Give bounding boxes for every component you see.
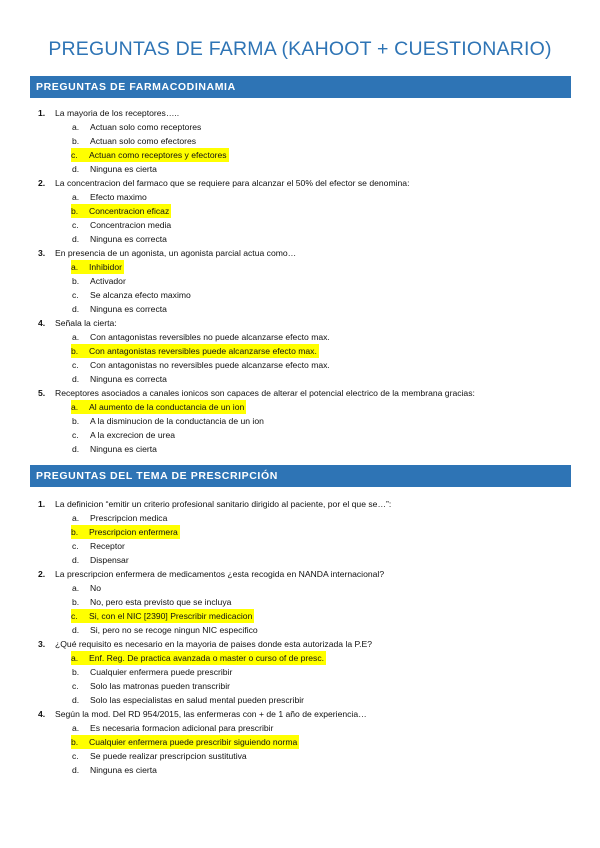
- section-heading-prescripcion: PREGUNTAS DEL TEMA DE PRESCRIPCIÓN: [30, 465, 571, 487]
- option-text: Ninguna es correcta: [90, 374, 167, 384]
- option-text: Prescripcion enfermera: [89, 527, 178, 537]
- option-text: No: [90, 583, 101, 593]
- answer-option: [0, 190, 600, 204]
- option-text: Se puede realizar prescripcion sustitutiva: [90, 751, 247, 761]
- question-number: 2.: [38, 569, 46, 579]
- option-text: Con antagonistas reversibles puede alcanzarse efecto max.: [89, 346, 317, 356]
- option-text: Cualquier enfermera puede prescribir siguiendo norma: [89, 737, 298, 747]
- answer-option-highlighted: [0, 204, 600, 218]
- option-text: A la disminucion de la conductancia de un ion: [90, 416, 264, 426]
- option-text: Dispensar: [90, 555, 129, 565]
- answer-option-highlighted: [0, 148, 600, 162]
- question-number: 3.: [38, 639, 46, 649]
- option-letter: c.: [72, 290, 79, 300]
- option-letter: b.: [72, 136, 80, 146]
- question-text: La prescripcion enfermera de medicamentos ¿esta recogida en NANDA internacional?: [55, 569, 385, 579]
- option-letter: d.: [72, 304, 80, 314]
- option-letter: b.: [72, 416, 80, 426]
- option-letter: a.: [71, 400, 89, 414]
- option-text: A la excrecion de urea: [90, 430, 176, 440]
- option-letter: a.: [71, 651, 89, 665]
- option-letter: d.: [72, 234, 80, 244]
- option-letter: a.: [71, 260, 89, 274]
- option-letter: a.: [72, 723, 80, 733]
- answer-option: [0, 665, 600, 679]
- option-letter: b.: [71, 735, 89, 749]
- option-letter: c.: [72, 681, 79, 691]
- option-letter: a.: [72, 332, 80, 342]
- option-text: Si, pero no se recoge ningun NIC especifico: [90, 625, 258, 635]
- answer-option: [0, 288, 600, 302]
- answer-option: [0, 511, 600, 525]
- option-text: Con antagonistas reversibles no puede alcanzarse efecto max.: [90, 332, 330, 342]
- question-number: 3.: [38, 248, 46, 258]
- question-item: [0, 106, 600, 120]
- option-text: Ninguna es cierta: [90, 444, 157, 454]
- answer-option-highlighted: [0, 525, 600, 539]
- option-letter: d.: [72, 695, 80, 705]
- option-letter: c.: [72, 751, 79, 761]
- question-number: 4.: [38, 709, 46, 719]
- option-letter: c.: [71, 148, 89, 162]
- option-letter: d.: [72, 374, 80, 384]
- option-text: Ninguna es cierta: [90, 164, 157, 174]
- question-number: 2.: [38, 178, 46, 188]
- option-text: Concentracion eficaz: [89, 206, 170, 216]
- option-letter: d.: [72, 555, 80, 565]
- option-text: Solo las matronas pueden transcribir: [90, 681, 230, 691]
- answer-option: [0, 330, 600, 344]
- question-text: Señala la cierta:: [55, 318, 117, 328]
- question-text: ¿Qué requisito es necesario en la mayoria de paises donde esta autorizada la P.E?: [55, 639, 373, 649]
- question-number: 1.: [38, 108, 46, 118]
- document-title: PREGUNTAS DE FARMA (KAHOOT + CUESTIONARIO): [48, 38, 552, 60]
- option-text: Receptor: [90, 541, 125, 551]
- answer-option: [0, 679, 600, 693]
- option-text: Se alcanza efecto maximo: [90, 290, 191, 300]
- answer-option: [0, 595, 600, 609]
- answer-option: [0, 358, 600, 372]
- answer-option-highlighted: [0, 344, 600, 358]
- option-letter: c.: [72, 360, 79, 370]
- question-text: En presencia de un agonista, un agonista parcial actua como…: [55, 248, 297, 258]
- option-letter: b.: [72, 276, 80, 286]
- question-text: Receptores asociados a canales ionicos son capaces de alterar el potencial electrico de la membrana gracias:: [55, 388, 475, 398]
- option-text: Cualquier enfermera puede prescribir: [90, 667, 233, 677]
- option-letter: b.: [71, 525, 89, 539]
- question-text: La definicion “emitir un criterio profesional sanitario dirigido al paciente, por el que se…”:: [55, 499, 392, 509]
- option-text: Con antagonistas no reversibles puede alcanzarse efecto max.: [90, 360, 330, 370]
- option-text: Actuan como receptores y efectores: [89, 150, 227, 160]
- option-text: Ninguna es cierta: [90, 765, 157, 775]
- answer-option: [0, 623, 600, 637]
- answer-option-highlighted: [0, 609, 600, 623]
- option-text: Activador: [90, 276, 126, 286]
- answer-option: [0, 162, 600, 176]
- answer-option: [0, 134, 600, 148]
- answer-option: [0, 218, 600, 232]
- section-heading-farmacodinamia: PREGUNTAS DE FARMACODINAMIA: [30, 76, 571, 98]
- option-text: Ninguna es correcta: [90, 304, 167, 314]
- option-letter: a.: [72, 583, 80, 593]
- option-text: Enf. Reg. De practica avanzada o master o curso of de presc.: [89, 653, 325, 663]
- option-letter: c.: [72, 541, 79, 551]
- option-text: Si, con el NIC [2390] Prescribir medicacion: [89, 611, 253, 621]
- question-item: [0, 246, 600, 260]
- option-text: Actuan solo como receptores: [90, 122, 202, 132]
- option-text: Al aumento de la conductancia de un ion: [89, 402, 245, 412]
- option-letter: b.: [72, 667, 80, 677]
- option-text: Solo las especialistas en salud mental pueden prescribir: [90, 695, 305, 705]
- answer-option: [0, 274, 600, 288]
- question-item: [0, 637, 600, 651]
- question-number: 4.: [38, 318, 46, 328]
- answer-option: [0, 581, 600, 595]
- answer-option: [0, 372, 600, 386]
- question-text: La concentracion del farmaco que se requiere para alcanzar el 50% del efector se denomina:: [55, 178, 410, 188]
- answer-option: [0, 553, 600, 567]
- answer-option: [0, 232, 600, 246]
- answer-option: [0, 763, 600, 777]
- answer-option: [0, 721, 600, 735]
- section-farmacodinamia: [0, 106, 600, 456]
- option-text: Es necesaria formacion adicional para prescribir: [90, 723, 274, 733]
- question-text: Según la mod. Del RD 954/2015, las enfermeras con + de 1 año de experiencia…: [55, 709, 367, 719]
- question-item: [0, 497, 600, 511]
- question-number: 1.: [38, 499, 46, 509]
- answer-option: [0, 693, 600, 707]
- question-number: 5.: [38, 388, 46, 398]
- option-letter: d.: [72, 625, 80, 635]
- answer-option-highlighted: [0, 651, 600, 665]
- question-text: La mayoria de los receptores…..: [55, 108, 180, 118]
- option-letter: b.: [72, 597, 80, 607]
- option-letter: b.: [71, 344, 89, 358]
- option-text: Concentracion media: [90, 220, 172, 230]
- option-letter: a.: [72, 192, 80, 202]
- question-item: [0, 316, 600, 330]
- section-prescripcion: [0, 497, 600, 777]
- option-text: No, pero esta previsto que se incluya: [90, 597, 232, 607]
- answer-option: [0, 120, 600, 134]
- option-letter: b.: [71, 204, 89, 218]
- option-letter: c.: [71, 609, 89, 623]
- question-item: [0, 386, 600, 400]
- question-item: [0, 176, 600, 190]
- option-text: Efecto maximo: [90, 192, 147, 202]
- answer-option: [0, 414, 600, 428]
- answer-option-highlighted: [0, 735, 600, 749]
- answer-option: [0, 749, 600, 763]
- option-letter: c.: [72, 220, 79, 230]
- option-text: Inhibidor: [89, 262, 122, 272]
- option-text: Actuan solo como efectores: [90, 136, 197, 146]
- answer-option: [0, 428, 600, 442]
- option-text: Prescripcion medica: [90, 513, 168, 523]
- option-letter: c.: [72, 430, 79, 440]
- answer-option-highlighted: [0, 260, 600, 274]
- option-letter: d.: [72, 444, 80, 454]
- option-letter: a.: [72, 122, 80, 132]
- option-letter: a.: [72, 513, 80, 523]
- option-letter: d.: [72, 164, 80, 174]
- option-letter: d.: [72, 765, 80, 775]
- option-text: Ninguna es correcta: [90, 234, 167, 244]
- answer-option: [0, 302, 600, 316]
- question-item: [0, 567, 600, 581]
- answer-option-highlighted: [0, 400, 600, 414]
- answer-option: [0, 442, 600, 456]
- answer-option: [0, 539, 600, 553]
- question-item: [0, 707, 600, 721]
